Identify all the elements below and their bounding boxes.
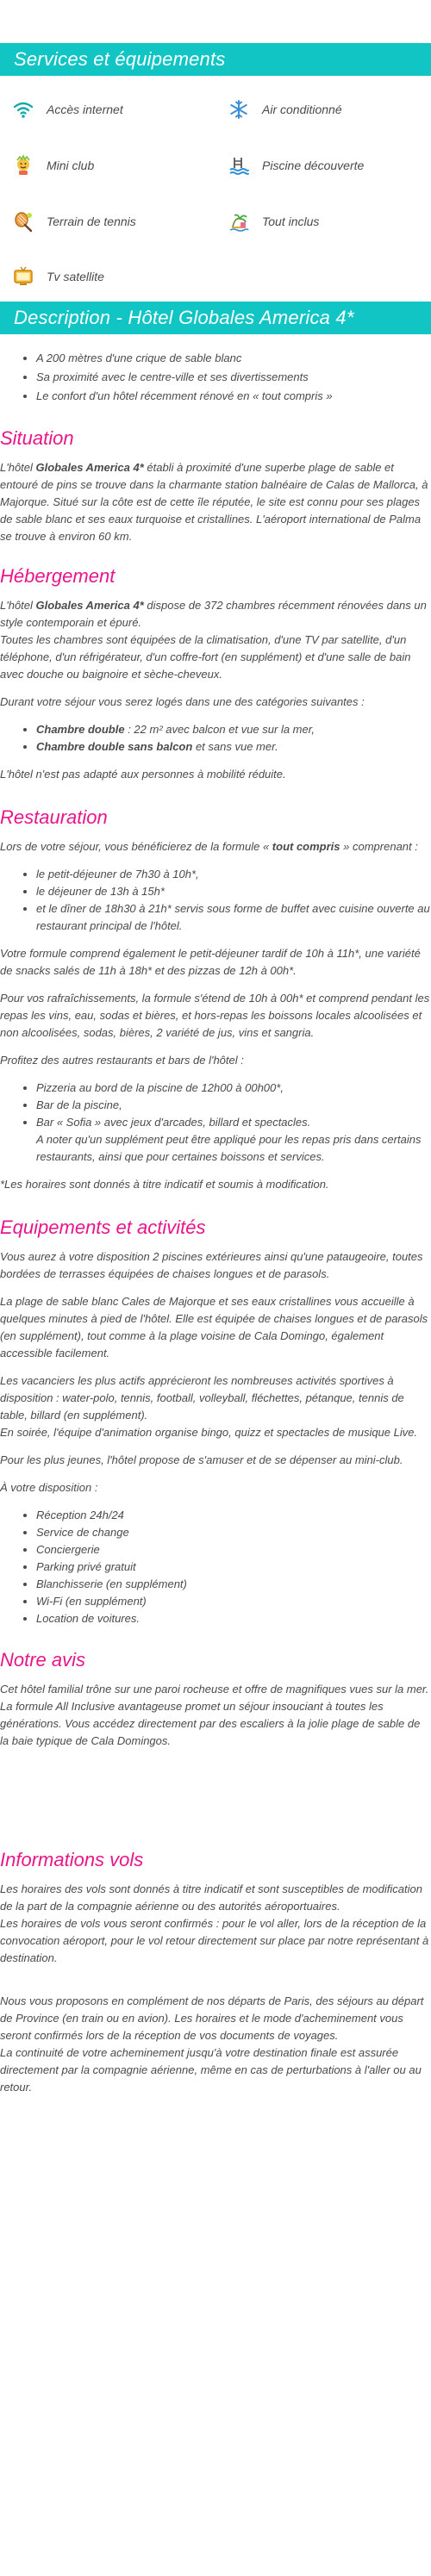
- list-item: • Bar « Sofia » avec jeux d'arcades, billard et spectacles. A noter qu'un supplément peut être appliqué pour les repas pris dans certains restaurants, ainsi que pour certaines boissons et services.: [36, 1114, 431, 1166]
- vols-text-2: Nous vous proposons en complément de nos départs de Paris, des séjours au départ de Province (en train ou en avion). Les horaires et le mode d'acheminement vous seront confirmés lors de la réception de vos documents de voyages.: [0, 1994, 424, 2042]
- vols-text-1: Les horaires des vols sont donnés à titre indicatif et sont susceptibles de modification de la part de la compagnie aérienne ou des autorités aéroportuaires.: [0, 1882, 422, 1913]
- meal-schedule: [0, 866, 431, 935]
- list-item: • Wi-Fi (en supplément): [36, 1593, 431, 1610]
- restauration-text-1: Lors de votre séjour, vous bénéficierez de la formule « tout compris » comprenant :: [0, 840, 418, 853]
- hebergement-text-1: L'hôtel Globales America 4* dispose de 372 chambres récemment rénovées dans un style contemporain et épuré.: [0, 599, 427, 629]
- equipements-text-3: Les vacanciers les plus actifs apprécieront les nombreuses activités sportives à disposition : water-polo, tennis, football, volleyball, fléchettes, pétanque, tennis de table, billard (en supplément).: [0, 1374, 404, 1422]
- amenity-label: Tout inclus: [262, 214, 320, 228]
- restauration-text-3: Pour vos rafraîchissements, la formule s'étend de 10h à 00h* et comprend pendant les repas les vins, eau, sodas et bières, et hors-repas les boissons locales alcoolisées et non alcoolisées, sodas, bières, 2 variété de jus, vins et sangria.: [0, 992, 430, 1039]
- hebergement-text-3: Durant votre séjour vous serez logés dans une des catégories suivantes :: [0, 695, 365, 708]
- equipements-heading: Equipements et activités: [0, 1216, 206, 1238]
- equipements-text-4: Pour les plus jeunes, l'hôtel propose de s'amuser et de se dépenser au mini-club.: [0, 1453, 403, 1466]
- list-item: • Chambre double : 22 m² avec balcon et vue sur la mer,: [36, 721, 431, 738]
- restauration-footnote: *Les horaires sont donnés à titre indicatif et soumis à modification.: [0, 1178, 329, 1191]
- snowflake-icon: [228, 98, 250, 121]
- amenity-miniclub: [12, 154, 228, 177]
- amenity-label: Piscine découverte: [262, 158, 365, 172]
- hebergement-text-2: Toutes les chambres sont équipées de la climatisation, d'une TV par satellite, d'un téléphone, d'un réfrigérateur, d'un coffre-fort (en supplément) et d'une salle de bain avec douche ou baignoire et sèche-cheveux.: [0, 633, 411, 681]
- equipements-text-3b: En soirée, l'équipe d'animation organise bingo, quizz et spectacles de musique Live.: [0, 1426, 418, 1439]
- all-inclusive-icon: [228, 210, 250, 233]
- restauration-heading: Restauration: [0, 806, 108, 828]
- kids-club-icon: [12, 154, 34, 177]
- restauration-text-4: Profitez des autres restaurants et bars de l'hôtel :: [0, 1054, 244, 1067]
- list-item: • Service de change: [36, 1524, 431, 1541]
- amenity-aircon: [228, 98, 431, 121]
- amenity-allinclusive: [228, 210, 431, 233]
- amenity-label: Accès internet: [47, 103, 123, 116]
- description-highlights: [0, 350, 431, 405]
- restauration-section: [0, 806, 431, 1193]
- tv-icon: [12, 265, 34, 288]
- avis-text: Cet hôtel familial trône sur une paroi rocheuse et offre de magnifiques vues sur la mer. La formule All Inclusive avantageuse promet un séjour insouciant à toutes les générations. Vous accédez directement par des escaliers à la jolie plage de sable de la baie typique de Cala Domingos.: [0, 1683, 429, 1747]
- amenity-tennis: [12, 210, 228, 233]
- avis-heading: Notre avis: [0, 1649, 86, 1671]
- services-list: [0, 1507, 431, 1627]
- amenity-label: Terrain de tennis: [47, 214, 136, 228]
- list-item: • Chambre double sans balcon et sans vue mer.: [36, 738, 431, 756]
- services-banner: Services et équipements: [0, 43, 431, 76]
- avis-section: [0, 1648, 431, 1750]
- wifi-icon: [12, 98, 34, 121]
- list-item: • Parking privé gratuit: [36, 1559, 431, 1576]
- vols-text-2b: La continuité de votre acheminement jusqu'à votre destination finale est assurée directement par la compagnie aérienne, même en cas de perturbations à l'aller ou au retour.: [0, 2046, 422, 2094]
- list-item: • et le dîner de 18h30 à 21h* servis sous forme de buffet avec cuisine ouverte au restaurant principal de l'hôtel.: [36, 900, 431, 935]
- list-item: • Location de voitures.: [36, 1610, 431, 1627]
- amenity-label: Mini club: [47, 158, 95, 172]
- amenity-tv: [12, 265, 228, 288]
- list-item: • le déjeuner de 13h à 15h*: [36, 883, 431, 900]
- vols-section: [0, 1848, 431, 2096]
- pool-icon: [228, 154, 250, 177]
- room-categories: [0, 721, 431, 756]
- list-item: • Sa proximité avec le centre-ville et ses divertissements: [36, 369, 431, 386]
- situation-heading: Situation: [0, 427, 74, 449]
- list-item: • A 200 mètres d'une crique de sable blanc: [36, 350, 431, 367]
- hebergement-text-4: L'hôtel n'est pas adapté aux personnes à mobilité réduite.: [0, 768, 286, 781]
- list-item: • Conciergerie: [36, 1541, 431, 1559]
- list-item: • le petit-déjeuner de 7h30 à 10h*,: [36, 866, 431, 883]
- list-item: • Pizzeria au bord de la piscine de 12h00 à 00h00*,: [36, 1080, 431, 1097]
- hebergement-heading: Hébergement: [0, 565, 116, 587]
- equipements-text-1: Vous aurez à votre disposition 2 piscines extérieures ainsi qu'une pataugeoire, toutes bordées de terrasses équipées de chaises longues et de parasols.: [0, 1250, 423, 1280]
- list-item: • Bar de la piscine,: [36, 1097, 431, 1114]
- restaurants-list: [0, 1080, 431, 1166]
- list-item: • Le confort d'un hôtel récemment rénové en « tout compris »: [36, 388, 431, 405]
- list-item: • Réception 24h/24: [36, 1507, 431, 1524]
- amenity-label: Air conditionné: [262, 103, 342, 116]
- amenity-internet: [12, 98, 228, 121]
- equipements-text-2: La plage de sable blanc Cales de Majorque et ses eaux cristallines vous accueille à quelques minutes à pied de l'hôtel. Elle est équipée de chaises longues et de parasols (en supplément), tout comme à la plage voisine de Cala Domingo, également accessible facilement.: [0, 1295, 428, 1360]
- description-banner: Description - Hôtel Globales America 4*: [0, 302, 431, 334]
- vols-heading: Informations vols: [0, 1849, 144, 1870]
- vols-text-1b: Les horaires de vols vous seront confirmés : pour le vol aller, lors de la réception de la convocation aéroport, pour le vol retour directement sur place par notre représentant à destination.: [0, 1917, 429, 1964]
- amenities-grid: [0, 76, 431, 302]
- equipements-section: [0, 1216, 431, 1627]
- situation-text: L'hôtel Globales America 4* établi à proximité d'une superbe plage de sable et entouré de pins se trouve dans la charmante station balnéaire de Calas de Mallorca, à Majorque. Situé sur la côte est de cette île réputée, le site est connu pour ses plages de sable blanc et ses eaux turquoise et cristallines. L'aéroport international de Palma se trouve à environ 60 km.: [0, 461, 428, 543]
- restauration-text-2: Votre formule comprend également le petit-déjeuner tardif de 10h à 11h*, une variété de snacks salés de 11h à 18h* et des pizzas de 12h à 00h*.: [0, 947, 421, 977]
- amenity-pool: [228, 154, 431, 177]
- list-item: • Blanchisserie (en supplément): [36, 1576, 431, 1593]
- hebergement-section: [0, 564, 431, 783]
- amenity-label: Tv satellite: [47, 270, 104, 284]
- equipements-text-5: À votre disposition :: [0, 1481, 98, 1494]
- tennis-icon: [12, 210, 34, 233]
- situation-section: [0, 426, 431, 545]
